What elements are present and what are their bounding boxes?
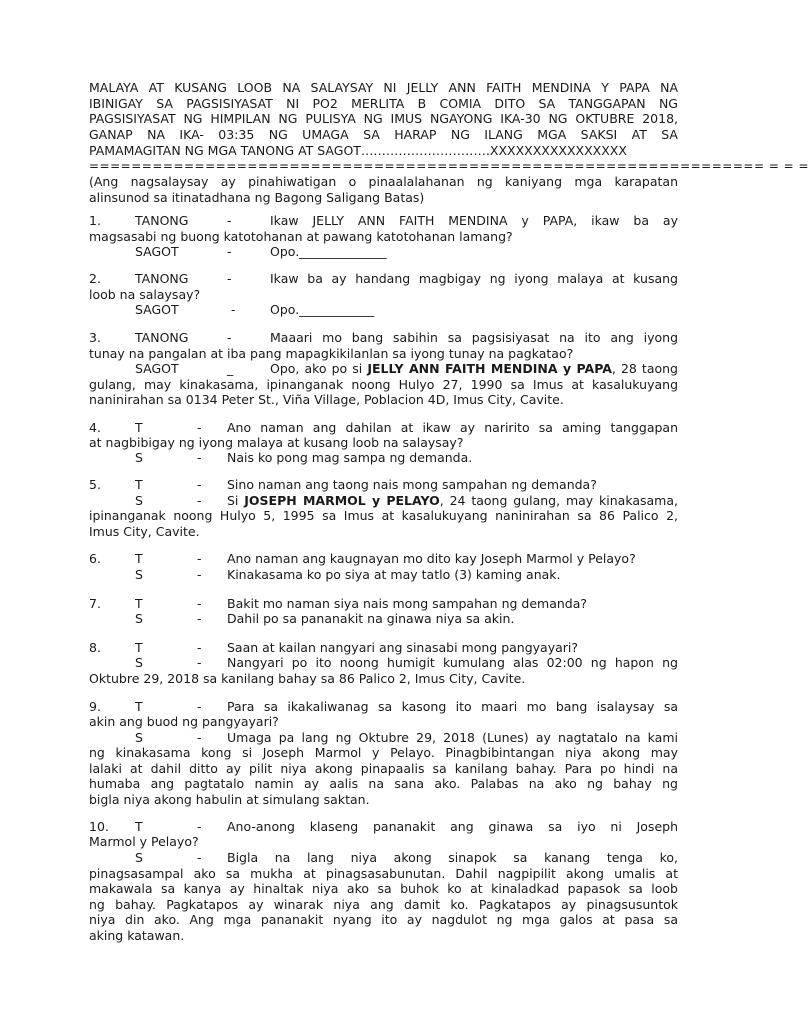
answer-text xyxy=(227,493,678,509)
question-continuation: akin ang buod ng pangyayari? xyxy=(89,714,279,729)
question-label: TANONG xyxy=(135,271,189,286)
answer-line-5: niya din ako. Ang mga pananakit nyang ito ay nagdulot ng mga galos at pasa sa xyxy=(89,912,678,927)
answer-line-3: Imus City, Cavite. xyxy=(89,524,200,539)
header-line-3: PAGSISIYASAT NG HIMPILAN NG PULISYA NG IMUS NGAYONG IKA-30 NG OKTUBRE 2018, xyxy=(89,111,678,127)
answer-line-6: aking katawan. xyxy=(89,928,185,943)
document-header xyxy=(89,80,809,206)
question-label: TANONG xyxy=(135,330,189,345)
question-dash: - xyxy=(227,213,232,228)
answer-text: Umaga pa lang ng Oktubre 29, 2018 (Lunes) ay nagtatalo na kami xyxy=(227,730,678,745)
question-text: Ikaw ba ay handang magbigay ng iyong malaya at kusang xyxy=(270,271,678,286)
answer-dash: - xyxy=(197,655,202,670)
question-number: 10. xyxy=(89,819,109,834)
rights-note-line-1: (Ang nagsalaysay ay pinahiwatigan o pinaalalahanan ng kaniyang mga karapatan xyxy=(89,174,678,190)
question-dash: - xyxy=(197,477,202,492)
answer-dash: _ xyxy=(227,361,234,376)
answer-line-3: makawala sa kanya ay hinaltak niya ako sa buhok ko at kinaladkad papasok sa loob xyxy=(89,881,678,896)
question-dash: - xyxy=(197,551,202,566)
header-line-4: GANAP NA IKA- 03:35 NG UMAGA SA HARAP NG ILANG MGA SAKSI AT SA xyxy=(89,127,678,143)
answer-label: S xyxy=(135,493,143,508)
question-text: Sino naman ang taong nais mong sampahan ng demanda? xyxy=(227,477,597,492)
answer-dash: - xyxy=(231,302,236,317)
answer-line-3: lalaki at dahil ditto ay pilit niya akong pinapaalis sa kanilang bahay. Para po hindi na xyxy=(89,761,678,776)
question-dash: - xyxy=(197,640,202,655)
question-label: TANONG xyxy=(135,213,189,228)
answer-text: Opo.____________ xyxy=(270,302,375,317)
question-number: 9. xyxy=(89,699,101,714)
question-label: T xyxy=(135,477,143,492)
answer-text: Kinakasama ko po siya at may tatlo (3) kaming anak. xyxy=(227,567,561,582)
question-dash: - xyxy=(227,330,232,345)
question-continuation: magsasabi ng buong katotohanan at pawang katotohanan lamang? xyxy=(89,229,513,244)
answer-label: S xyxy=(135,567,143,582)
declarant-name: JELLY ANN FAITH MENDINA y PAPA xyxy=(367,361,612,376)
question-text: Saan at kailan nangyari ang sinasabi mong pangyayari? xyxy=(227,640,579,655)
header-line-2: IBINIGAY SA PAGSISIYASAT NI PO2 MERLITA B COMIA DITO SA TANGGAPAN NG xyxy=(89,95,678,111)
answer-text: Nangyari po ito noong humigit kumulang alas 02:00 ng hapon ng xyxy=(227,655,678,670)
separator-line: ================================================================ = = = xyxy=(89,158,809,173)
question-text: Maaari mo bang sabihin sa pagsisiyasat na ito ang iyong xyxy=(270,330,678,345)
answer-text: Opo.______________ xyxy=(270,244,387,259)
question-number: 8. xyxy=(89,640,101,655)
question-number: 3. xyxy=(89,330,101,345)
question-label: T xyxy=(135,551,143,566)
question-label: T xyxy=(135,819,143,834)
answer-line-2: Oktubre 29, 2018 sa kanilang bahay sa 86 Palico 2, Imus City, Cavite. xyxy=(89,671,526,686)
answer-line-3: naninirahan sa 0134 Peter St., Viña Village, Poblacion 4D, Imus City, Cavite. xyxy=(89,392,564,407)
answer-dash: - xyxy=(197,611,202,626)
question-number: 5. xyxy=(89,477,101,492)
answer-text-pre: Si xyxy=(227,493,245,508)
header-line-1: MALAYA AT KUSANG LOOB NA SALAYSAY NI JELLY ANN FAITH MENDINA Y PAPA NA xyxy=(89,80,678,95)
answer-line-4: humaba ang pagtatalo namin ay aalis na sana ako. Palabas na ako ng bahay ng xyxy=(89,776,678,791)
answer-dash: - xyxy=(197,493,202,508)
answer-dash: - xyxy=(197,567,202,582)
answer-line-2: gulang, may kinakasama, ipinanganak noong Hulyo 27, 1990 sa Imus at kasalukuyang xyxy=(89,377,678,392)
answer-text-post: , 24 taong gulang, may kinakasama, xyxy=(439,493,678,508)
answer-line-2: pinagsasampal ako sa mukha at pinagsasabunutan. Dahil nagpipilit akong umalis at xyxy=(89,866,678,881)
answer-line-4: ng bahay. Pagkatapos ay winarak niya ang damit ko. Pagkatapos ay pinagsusuntok xyxy=(89,897,678,912)
question-continuation: loob na salaysay? xyxy=(89,287,201,302)
answer-label: SAGOT xyxy=(135,244,179,259)
question-text: Ikaw JELLY ANN FAITH MENDINA y PAPA, ikaw ba ay xyxy=(270,213,678,228)
answer-label: S xyxy=(135,850,143,865)
question-number: 2. xyxy=(89,271,101,286)
question-continuation: Marmol y Pelayo? xyxy=(89,834,199,849)
answer-text: Bigla na lang niya akong sinapok sa kanang tenga ko, xyxy=(227,850,678,865)
question-continuation: tunay na pangalan at iba pang mapagkikilanlan sa iyong tunay na pagkatao? xyxy=(89,346,574,361)
question-label: T xyxy=(135,420,143,435)
answer-text xyxy=(270,361,678,377)
question-text: Para sa ikakaliwanag sa kasong ito maari mo bang isalaysay sa xyxy=(227,699,678,714)
question-dash: - xyxy=(197,699,202,714)
question-number: 7. xyxy=(89,596,101,611)
question-continuation: at nagbibigay ng iyong malaya at kusang loob na salaysay? xyxy=(89,435,464,450)
respondent-name: JOSEPH MARMOL y PELAYO xyxy=(244,493,440,508)
answer-dash: - xyxy=(197,850,202,865)
question-dash: - xyxy=(227,271,232,286)
answer-label: S xyxy=(135,611,143,626)
answer-label: S xyxy=(135,655,143,670)
question-number: 6. xyxy=(89,551,101,566)
question-text: Ano-anong klaseng pananakit ang ginawa sa iyo ni Joseph xyxy=(227,819,678,834)
answer-dash: - xyxy=(197,730,202,745)
answer-text-post: , 28 taong xyxy=(611,361,678,376)
question-dash: - xyxy=(197,596,202,611)
answer-label: SAGOT xyxy=(135,361,179,376)
question-text: Ano naman ang dahilan at ikaw ay naririto sa aming tanggapan xyxy=(227,420,678,435)
answer-line-2: ng kinakasama kong si Joseph Marmol y Pelayo. Pinagbibintangan niya akong may xyxy=(89,745,678,760)
question-label: T xyxy=(135,640,143,655)
answer-dash: - xyxy=(227,244,232,259)
answer-label: S xyxy=(135,450,143,465)
question-label: T xyxy=(135,699,143,714)
question-dash: - xyxy=(197,420,202,435)
question-number: 1. xyxy=(89,213,101,228)
rights-note-line-2: alinsunod sa itinatadhana ng Bagong Saligang Batas) xyxy=(89,189,425,205)
question-text: Ano naman ang kaugnayan mo dito kay Joseph Marmol y Pelayo? xyxy=(227,551,636,566)
answer-text: Nais ko pong mag sampa ng demanda. xyxy=(227,450,473,465)
question-label: T xyxy=(135,596,143,611)
answer-label: SAGOT xyxy=(135,302,179,317)
answer-line-2: ipinanganak noong Hulyo 5, 1995 sa Imus at kasalukuyang naninirahan sa 86 Palico 2, xyxy=(89,508,678,523)
answer-label: S xyxy=(135,730,143,745)
answer-text-pre: Opo, ako po si xyxy=(270,361,368,376)
question-text: Bakit mo naman siya nais mong sampahan ng demanda? xyxy=(227,596,588,611)
header-line-5: PAMAMAGITAN NG MGA TANONG AT SAGOT………………………….XXXXXXXXXXXXXXXX xyxy=(89,142,627,158)
answer-dash: - xyxy=(197,450,202,465)
answer-line-5: bigla niya akong habulin at simulang saktan. xyxy=(89,792,370,807)
question-dash: - xyxy=(197,819,202,834)
question-number: 4. xyxy=(89,420,101,435)
answer-text: Dahil po sa pananakit na ginawa niya sa akin. xyxy=(227,611,515,626)
